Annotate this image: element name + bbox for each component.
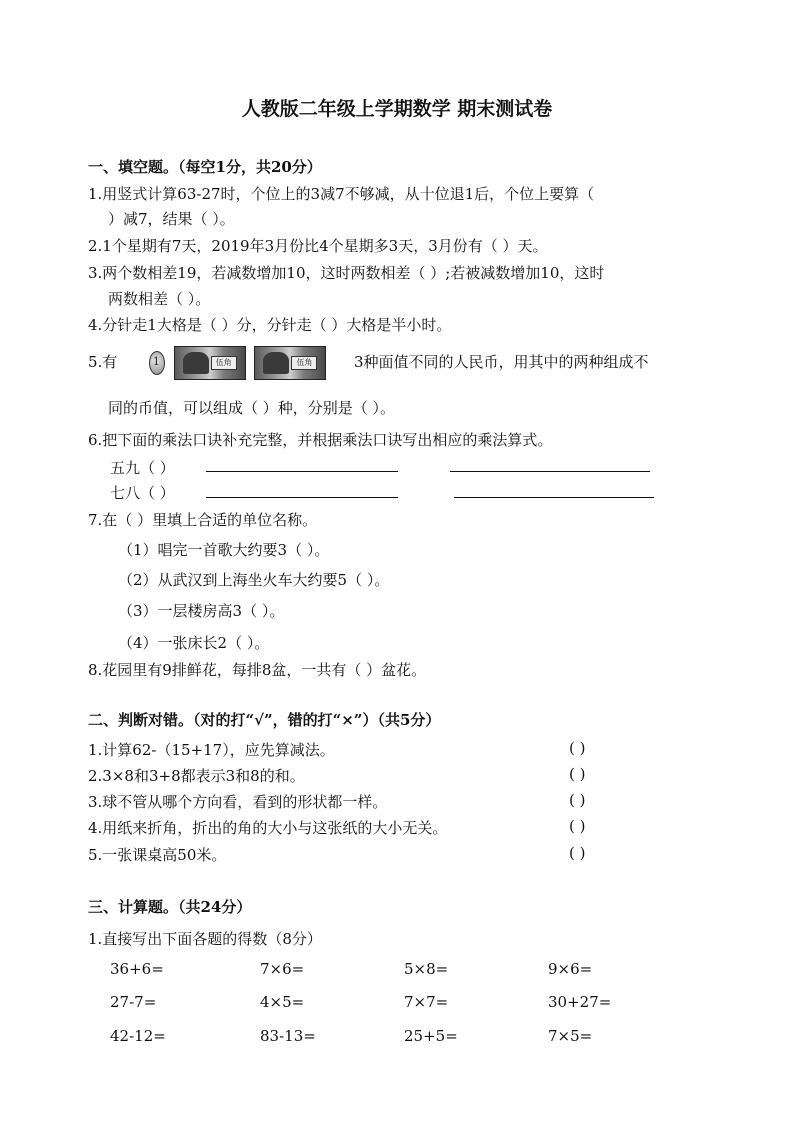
calc-problem: 4×5= — [260, 993, 305, 1011]
question-5-line-1 — [88, 346, 649, 380]
calc-problem: 42-12= — [110, 1027, 166, 1045]
calc-problem: 9×6= — [548, 960, 593, 978]
question-8: 8.花园里有9排鲜花，每排8盆，一共有（ ）盆花。 — [88, 661, 427, 679]
coin-image: 1 — [149, 351, 165, 375]
question-6-a: 五九（ ） — [110, 459, 175, 477]
answer-line-6a-1[interactable] — [206, 470, 398, 472]
question-1-line-1: 1.用竖式计算63-27时，个位上的3减7不够减，从十位退1后，个位上要算（ — [88, 185, 595, 203]
question-5-line-2: 同的币值，可以组成（ ）种，分别是（ ）。 — [108, 399, 396, 417]
banknote-image-2: 伍角 — [254, 346, 326, 380]
judge-item: 4.用纸来折角，折出的角的大小与这张纸的大小无关。 — [88, 819, 448, 837]
section-fill-in-heading: 一、填空题。（每空1分，共20分） — [88, 158, 322, 176]
judge-answer-bracket[interactable]: ( ) — [569, 844, 586, 862]
judge-item: 5.一张课桌高50米。 — [88, 846, 227, 864]
question-7-item: （1）唱完一首歌大约要3（ ）。 — [118, 541, 330, 559]
section-calculation-heading: 三、计算题。（共24分） — [88, 898, 252, 916]
judge-answer-bracket[interactable]: ( ) — [569, 765, 586, 783]
page-title: 人教版二年级上学期数学 期末测试卷 — [241, 98, 553, 120]
judge-answer-bracket[interactable]: ( ) — [569, 817, 586, 835]
calc-problem: 83-13= — [260, 1027, 316, 1045]
calc-problem: 7×5= — [548, 1027, 593, 1045]
answer-line-6a-2[interactable] — [450, 470, 650, 472]
question-7-item: （2）从武汉到上海坐火车大约要5（ ）。 — [118, 571, 390, 589]
calc-problem: 7×6= — [260, 960, 305, 978]
judge-item: 2.3×8和3+8都表示3和8的和。 — [88, 767, 305, 785]
question-7-item: （3）一层楼房高3（ ）。 — [118, 602, 285, 620]
judge-answer-bracket[interactable]: ( ) — [569, 791, 586, 809]
calc-problem: 27-7= — [110, 993, 157, 1011]
question-6: 6.把下面的乘法口诀补充完整，并根据乘法口诀写出相应的乘法算式。 — [88, 431, 553, 449]
calc-problem: 36+6= — [110, 960, 164, 978]
question-3-line-1: 3.两个数相差19，若减数增加10，这时两数相差（ ）;若被减数增加10，这时 — [88, 264, 605, 282]
question-5-prefix: 5.有 — [88, 353, 118, 371]
calc-problem: 30+27= — [548, 993, 612, 1011]
calc-subheading: 1.直接写出下面各题的得数（8分） — [88, 930, 322, 948]
judge-item: 3.球不管从哪个方向看，看到的形状都一样。 — [88, 793, 388, 811]
judge-item: 1.计算62-（15+17），应先算减法。 — [88, 741, 335, 759]
calc-problem: 5×8= — [404, 960, 449, 978]
question-2: 2.1个星期有7天，2019年3月份比4个星期多3天，3月份有（ ）天。 — [88, 237, 548, 255]
calc-problem: 25+5= — [404, 1027, 458, 1045]
answer-line-6b-2[interactable] — [454, 496, 654, 498]
question-7: 7.在（ ）里填上合适的单位名称。 — [88, 511, 318, 529]
banknote-image-1: 伍角 — [174, 346, 246, 380]
question-6-b: 七八（ ） — [110, 484, 175, 502]
question-3-line-2: 两数相差（ ）。 — [108, 290, 211, 308]
answer-line-6b-1[interactable] — [206, 496, 398, 498]
question-7-item: （4）一张床长2（ ）。 — [118, 634, 270, 652]
section-true-false-heading: 二、判断对错。（对的打“√”，错的打“×”）（共5分） — [88, 711, 441, 729]
question-4: 4.分针走1大格是（ ）分，分针走（ ）大格是半小时。 — [88, 316, 452, 334]
question-5-suffix: 3种面值不同的人民币，用其中的两种组成不 — [354, 353, 649, 371]
question-1-line-2: ）减7，结果（ ）。 — [108, 210, 235, 228]
judge-answer-bracket[interactable]: ( ) — [569, 739, 586, 757]
calc-problem: 7×7= — [404, 993, 449, 1011]
